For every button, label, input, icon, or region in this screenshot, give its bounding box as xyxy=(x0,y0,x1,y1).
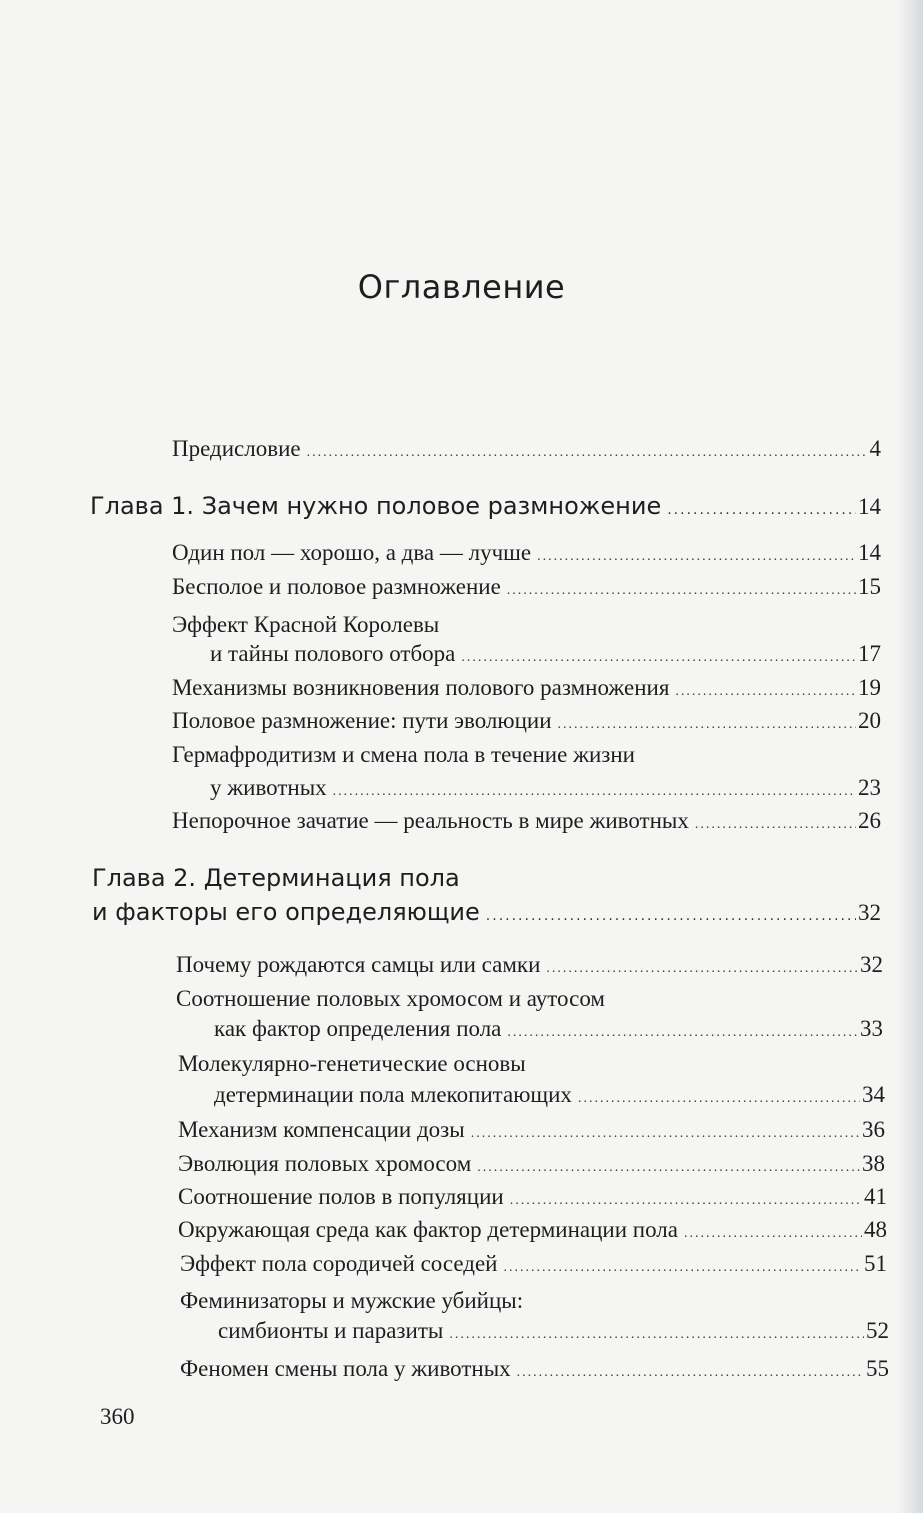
toc-chapter-2[interactable]: и факторы его определяющие ..... 32 xyxy=(92,898,881,926)
toc-entry[interactable]: детерминации пола млекопитающих ..... 34 xyxy=(214,1082,885,1108)
leader-dots xyxy=(510,1193,862,1209)
leader-dots xyxy=(558,717,856,733)
leader-dots xyxy=(486,908,856,924)
toc-chapter-1[interactable]: Глава 1. Зачем нужно половое размножение ..... 14 xyxy=(90,492,881,520)
leader-dots xyxy=(675,684,856,700)
toc-entry[interactable]: Механизм компенсации дозы ..... 36 xyxy=(178,1117,885,1143)
toc-entry-first-line: Феминизаторы и мужские убийцы: xyxy=(180,1288,524,1313)
toc-entry-preface[interactable]: Предисловие ..... 4 xyxy=(172,436,881,462)
toc-entry-first-line: Гермафродитизм и смена пола в течение жизни xyxy=(172,742,635,767)
toc-entry[interactable]: у животных ..... 23 xyxy=(210,775,881,801)
leader-dots xyxy=(471,1126,860,1142)
leader-dots xyxy=(684,1226,862,1242)
toc-entry[interactable]: Непорочное зачатие — реальность в мире животных ..... 26 xyxy=(172,808,881,834)
toc-entry-first-line: Соотношение половых хромосом и аутосом xyxy=(176,986,605,1011)
toc-entry-first-line: Молекулярно-генетические основы xyxy=(178,1051,526,1076)
leader-dots xyxy=(461,650,856,666)
leader-dots xyxy=(537,549,856,565)
leader-dots xyxy=(503,1260,862,1276)
leader-dots xyxy=(507,583,856,599)
toc-entry[interactable]: Бесполое и половое размножение ..... 15 xyxy=(172,574,881,600)
toc-entry[interactable]: симбионты и паразиты ..... 52 xyxy=(218,1318,889,1344)
toc-entry[interactable]: Один пол — хорошо, а два — лучше ..... 14 xyxy=(172,540,881,566)
leader-dots xyxy=(477,1160,860,1176)
page-title: Оглавление xyxy=(357,268,566,306)
leader-dots xyxy=(546,961,858,977)
toc-entry[interactable]: Половое размножение: пути эволюции ..... 20 xyxy=(172,708,881,734)
toc-entry-first-line: Эффект Красной Королевы xyxy=(172,612,440,637)
leader-dots xyxy=(449,1327,864,1343)
leader-dots xyxy=(578,1091,860,1107)
toc-entry[interactable]: как фактор определения пола ..... 33 xyxy=(214,1016,883,1042)
toc-entry[interactable]: Механизмы возникновения полового размножения ..... 19 xyxy=(172,675,881,701)
page-edge-shadow xyxy=(897,0,923,1513)
leader-dots xyxy=(695,817,856,833)
leader-dots xyxy=(507,1025,858,1041)
leader-dots xyxy=(333,784,856,800)
toc-entry[interactable]: Почему рождаются самцы или самки ..... 32 xyxy=(176,952,883,978)
leader-dots xyxy=(517,1365,864,1381)
leader-dots xyxy=(667,502,856,518)
toc-entry[interactable]: Эффект пола сородичей соседей ..... 51 xyxy=(180,1251,887,1277)
toc-entry[interactable]: Эволюция половых хромосом ..... 38 xyxy=(178,1151,885,1177)
toc-entry[interactable]: и тайны полового отбора ..... 17 xyxy=(210,641,881,667)
toc-entry[interactable]: Соотношение полов в популяции ..... 41 xyxy=(178,1184,887,1210)
toc-chapter-2-first-line: Глава 2. Детерминация пола xyxy=(92,864,460,892)
toc-entry[interactable]: Феномен смены пола у животных ..... 55 xyxy=(180,1356,889,1382)
page-number: 360 xyxy=(100,1404,135,1429)
toc-entry[interactable]: Окружающая среда как фактор детерминации пола ..... 48 xyxy=(178,1217,887,1243)
leader-dots xyxy=(307,445,868,461)
